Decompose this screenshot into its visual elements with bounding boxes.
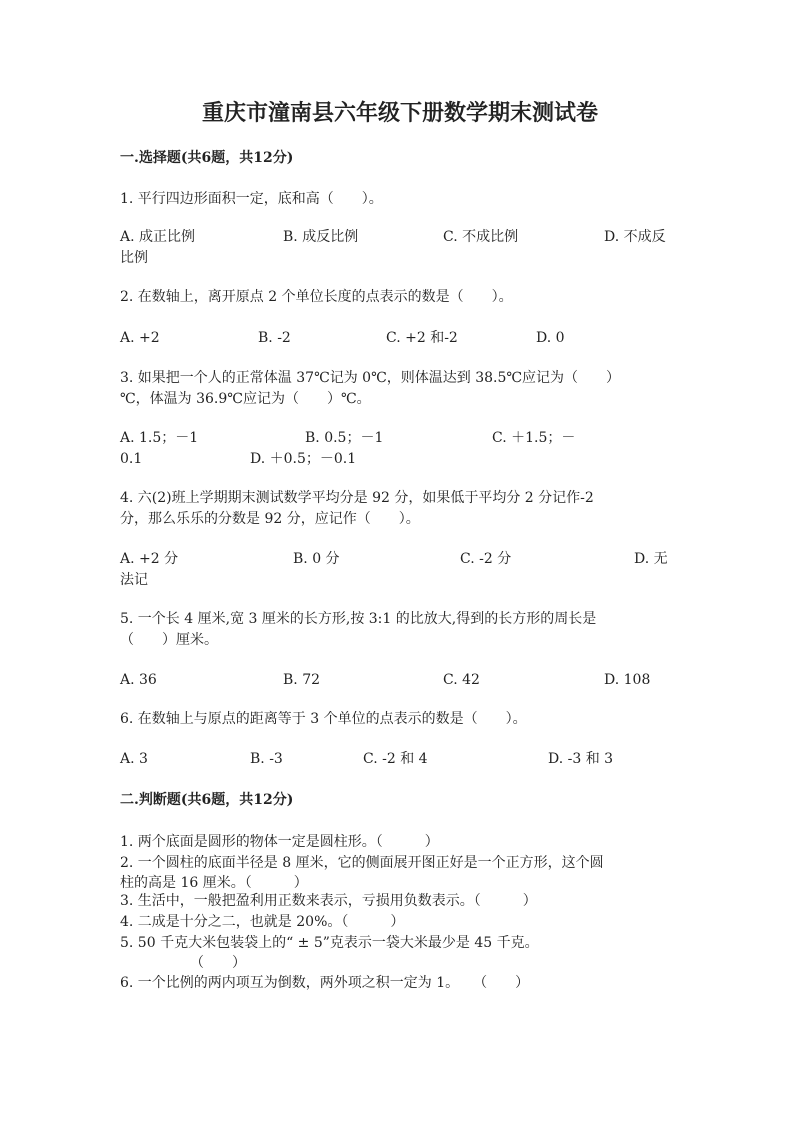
option-c: C. ＋1.5；－ [492,430,576,446]
option-b: B. 0.5；－1 [305,430,384,446]
page-title: 重庆市潼南县六年级下册数学期末测试卷 [201,100,598,126]
option-wrap: 法记 [120,572,148,588]
option-c: C. 不成比例 [443,229,519,245]
question-3-line2: ℃，体温为 36.9℃应记为（ ）℃。 [120,391,371,407]
option-b: B. 0 分 [293,551,340,567]
question-3: 3. 如果把一个人的正常体温 37℃记为 0℃，则体温达到 38.5℃应记为（ ） [120,370,621,386]
judgment-2-line2: 柱的高是 16 厘米。（ ） [120,875,308,891]
option-d: D. ＋0.5；－0.1 [250,451,357,467]
option-wrap: 比例 [120,250,148,266]
section1-heading: 一.选择题(共6题，共12分) [120,150,294,166]
section2-heading: 二.判断题(共6题，共12分) [120,792,294,808]
option-b: B. 72 [283,672,321,688]
judgment-5: 5. 50 千克大米包装袋上的“ ± 5”克表示一袋大米最少是 45 千克。 [120,935,539,951]
question-5: 5. 一个长 4 厘米,宽 3 厘米的长方形,按 3:1 的比放大,得到的长方形的周长是 [120,611,597,627]
question-1: 1. 平行四边形面积一定，底和高（ ）。 [120,191,383,207]
option-a: A. 成正比例 [120,229,196,245]
judgment-4: 4. 二成是十分之二，也就是 20%。（ ） [120,914,405,930]
option-d: D. 不成反 [604,229,666,245]
option-b: B. -2 [258,330,291,346]
option-a: A. 3 [120,751,148,767]
question-4: 4. 六(2)班上学期期末测试数学平均分是 92 分，如果低于平均分 2 分记作-2 [120,490,594,506]
option-d: D. 0 [536,330,565,346]
option-wrap: 0.1 [120,451,143,467]
judgment-3: 3. 生活中，一般把盈利用正数来表示，亏损用负数表示。（ ） [120,893,537,909]
option-d: D. 无 [634,551,668,567]
option-b: B. -3 [250,751,283,767]
option-a: A. +2 分 [120,551,179,567]
option-c: C. +2 和-2 [386,330,458,346]
option-c: C. -2 分 [460,551,512,567]
question-6: 6. 在数轴上与原点的距离等于 3 个单位的点表示的数是（ ）。 [120,711,527,727]
option-c: C. 42 [443,672,480,688]
question-2: 2. 在数轴上，离开原点 2 个单位长度的点表示的数是（ ）。 [120,289,513,305]
option-a: A. 36 [120,672,157,688]
question-5-line2: （ ）厘米。 [120,632,218,648]
option-a: A. +2 [120,330,160,346]
question-4-line2: 分，那么乐乐的分数是 92 分，应记作（ ）。 [120,511,420,527]
judgment-2: 2. 一个圆柱的底面半径是 8 厘米，它的侧面展开图正好是一个正方形，这个圆 [120,855,604,871]
option-d: D. 108 [604,672,651,688]
judgment-5-line2: （ ） [190,955,246,971]
option-a: A. 1.5；－1 [120,430,199,446]
judgment-1: 1. 两个底面是圆形的物体一定是圆柱形。（ ） [120,834,439,850]
option-d: D. -3 和 3 [548,751,614,767]
option-c: C. -2 和 4 [363,751,428,767]
option-b: B. 成反比例 [283,229,359,245]
judgment-6: 6. 一个比例的两内项互为倒数，两外项之积一定为 1。 （ ） [120,975,530,991]
